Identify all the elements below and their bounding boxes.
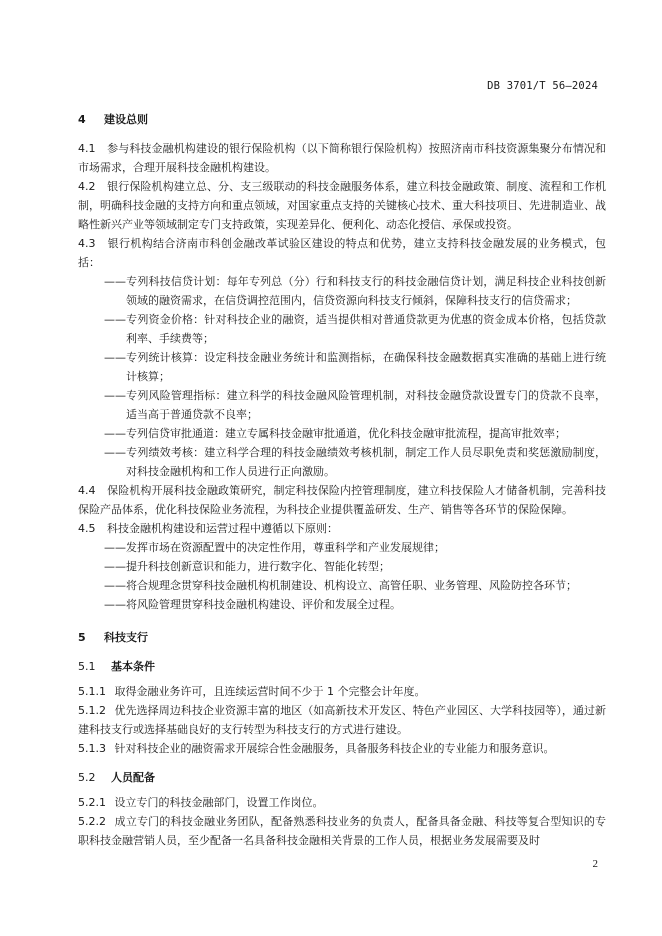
clause-text: 科技金融机构建设和运营过程中遵循以下原则： bbox=[107, 522, 338, 535]
subsection-title: 人员配备 bbox=[111, 771, 155, 784]
subsection-title: 基本条件 bbox=[111, 660, 155, 673]
clause-4-5 bbox=[78, 519, 606, 538]
page-number: 2 bbox=[592, 858, 598, 870]
list-item: ——专列风险管理指标：建立科学的科技金融风险管理机制，对科技金融贷款设置专门的贷款不良率，适当高于普通贷款不良率； bbox=[104, 389, 606, 421]
clause-number: 4.5 bbox=[78, 522, 96, 535]
section-title: 科技支行 bbox=[104, 631, 148, 644]
standard-id: DB 3701/T 56—2024 bbox=[487, 80, 598, 92]
list-item: ——发挥市场在资源配置中的决定性作用，尊重科学和产业发展规律； bbox=[104, 541, 445, 554]
list-item: ——专列绩效考核：建立科学合理的科技金融绩效考核机制，制定工作人员尽职免责和奖惩激励制度，对科技金融机构和工作人员进行正向激励。 bbox=[104, 446, 606, 478]
subsection-number: 5.2 bbox=[78, 771, 96, 784]
subsection-number: 5.1 bbox=[78, 660, 96, 673]
list-item: ——将风险管理贯穿科技金融机构建设、评价和发展全过程。 bbox=[104, 598, 401, 611]
clause-number: 4.3 bbox=[78, 237, 96, 250]
section-number: 4 bbox=[78, 113, 86, 126]
clause-4-3 bbox=[78, 234, 606, 272]
section-title: 建设总则 bbox=[104, 113, 148, 126]
clause-number: 5.2.1 bbox=[78, 796, 106, 809]
list-item: ——专列统计核算：设定科技金融业务统计和监测指标，在确保科技金融数据真实准确的基础上进行统计核算； bbox=[104, 351, 606, 383]
clause-number: 5.2.2 bbox=[78, 815, 106, 828]
list-item: ——专列科技信贷计划：每年专列总（分）行和科技支行的科技金融信贷计划，满足科技企业科技创新领域的融资需求，在信贷调控范围内，信贷资源向科技支行倾斜，保障科技支行的信贷需求； bbox=[104, 275, 606, 307]
list-item: ——专列信贷审批通道：建立专属科技金融审批通道，优化科技金融审批流程，提高审批效率； bbox=[104, 427, 566, 440]
clause-number: 4.1 bbox=[78, 142, 96, 155]
clause-text: 银行保险机构建立总、分、支三级联动的科技金融服务体系，建立科技金融政策、制度、流程和工作机制，明确科技金融的支持方向和重点领域，对国家重点支持的关键核心技术、重大科技项目、先进制造业、战略性新兴产业等领域制定专门支持政策，实现差异化、便利化、动态化授信、承保或投资。 bbox=[78, 180, 606, 231]
section-heading-5 bbox=[78, 628, 606, 647]
clause-number: 5.1.1 bbox=[78, 685, 106, 698]
clause-5-1-1 bbox=[78, 682, 606, 701]
clause-text: 银行机构结合济南市科创金融改革试验区建设的特点和优势，建立支持科技金融发展的业务模式，包括： bbox=[78, 237, 607, 269]
clause-4-3-list bbox=[78, 272, 606, 481]
clause-text: 取得金融业务许可，且连续运营时间不少于 1 个完整会计年度。 bbox=[114, 685, 426, 698]
clause-4-1 bbox=[78, 139, 606, 177]
clause-5-1-3 bbox=[78, 739, 606, 758]
clause-5-2-2 bbox=[78, 812, 606, 850]
clause-text: 优先选择周边科技企业资源丰富的地区（如高新技术开发区、特色产业园区、大学科技园等），通过新建科技支行或选择基础良好的支行转型为科技支行的方式进行建设。 bbox=[78, 704, 606, 736]
clause-text: 针对科技企业的融资需求开展综合性金融服务，具备服务科技企业的专业能力和服务意识。 bbox=[114, 742, 555, 755]
section-number: 5 bbox=[78, 631, 86, 644]
clause-text: 参与科技金融机构建设的银行保险机构（以下简称银行保险机构）按照济南市科技资源集聚分布情况和市场需求，合理开展科技金融机构建设。 bbox=[78, 142, 606, 174]
clause-text: 成立专门的科技金融业务团队，配备熟悉科技业务的负责人，配备具备金融、科技等复合型知识的专职科技金融营销人员，至少配备一名具备科技金融相关背景的工作人员，根据业务发展需要及时 bbox=[78, 815, 606, 847]
clause-number: 5.1.2 bbox=[78, 704, 106, 717]
clause-text: 保险机构开展科技金融政策研究，制定科技保险内控管理制度，建立科技保险人才储备机制，完善科技保险产品体系，优化科技保险业务流程，为科技企业提供覆盖研发、生产、销售等各环节的保险保障。 bbox=[78, 484, 606, 516]
document-body bbox=[78, 110, 606, 850]
list-item: ——将合规理念贯穿科技金融机构机制建设、机构设立、高管任职、业务管理、风险防控各环节； bbox=[104, 579, 577, 592]
clause-5-2-1 bbox=[78, 793, 606, 812]
subsection-heading-5-2 bbox=[78, 768, 606, 787]
clause-number: 4.4 bbox=[78, 484, 96, 497]
clause-5-1-2 bbox=[78, 701, 606, 739]
clause-4-2 bbox=[78, 177, 606, 234]
section-heading-4 bbox=[78, 110, 606, 129]
subsection-heading-5-1 bbox=[78, 657, 606, 676]
list-item: ——提升科技创新意识和能力，进行数字化、智能化转型； bbox=[104, 560, 390, 573]
clause-4-4 bbox=[78, 481, 606, 519]
clause-number: 5.1.3 bbox=[78, 742, 106, 755]
list-item: ——专列资金价格：针对科技企业的融资，适当提供相对普通贷款更为优惠的资金成本价格，包括贷款利率、手续费等； bbox=[104, 313, 606, 345]
clause-4-5-list bbox=[78, 538, 606, 614]
clause-number: 4.2 bbox=[78, 180, 96, 193]
clause-text: 设立专门的科技金融部门，设置工作岗位。 bbox=[114, 796, 324, 809]
